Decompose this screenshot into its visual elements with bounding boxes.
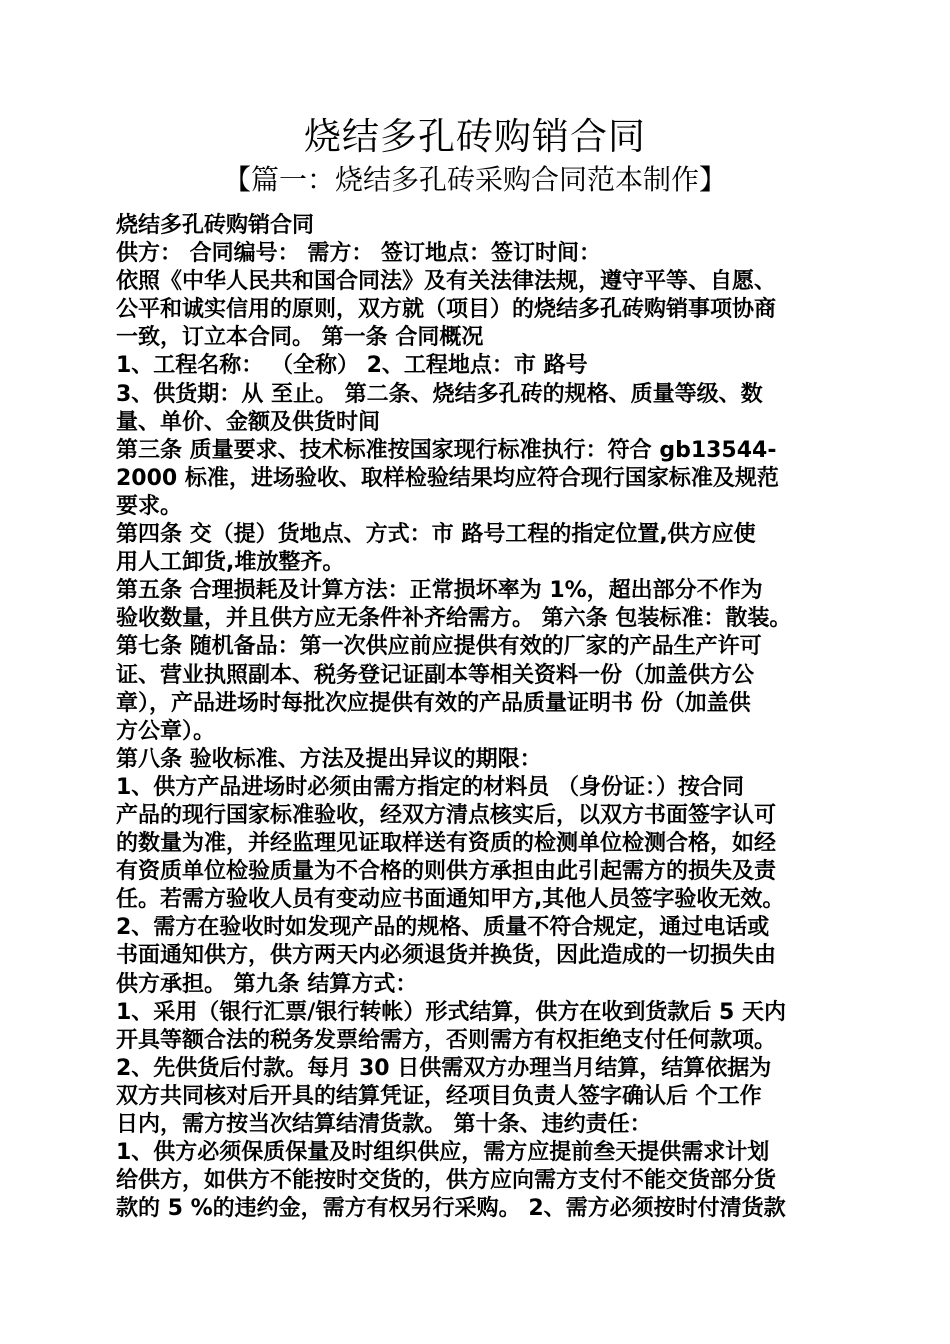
document-line: 量、单价、金额及供货时间 xyxy=(116,409,381,435)
document-line: 第八条 验收标准、方法及提出异议的期限： xyxy=(116,746,542,772)
document-title: 烧结多孔砖购销合同 xyxy=(304,115,646,158)
document-line: 开具等额合法的税务发票给需方，否则需方有权拒绝支付任何款项。 xyxy=(116,1027,777,1053)
document-line: 方公章）。 xyxy=(116,718,216,744)
document-line: 的数量为准，并经监理见证取样送有资质的检测单位检测合格，如经 xyxy=(116,831,777,857)
document-line: 双方共同核对后开具的结算凭证，经项目负责人签字确认后 个工作 xyxy=(116,1083,762,1109)
document-line: 一致，订立本合同。 第一条 合同概况 xyxy=(116,325,484,351)
document-line: 有资质单位检验质量为不合格的则供方承担由此引起需方的损失及责 xyxy=(116,859,777,885)
document-body xyxy=(116,212,842,1223)
document-line: 1、工程名称： （全称） 2、工程地点：市 路号 xyxy=(116,353,588,379)
document-line: 验收数量，并且供方应无条件补齐给需方。 第六条 包装标准：散装。 xyxy=(116,606,792,632)
document-line: 供方承担。 第九条 结算方式： xyxy=(116,971,418,997)
document-line: 章），产品进场时每批次应提供有效的产品质量证明书 份（加盖供 xyxy=(116,690,751,716)
document-line: 任。若需方验收人员有变动应书面通知甲方,其他人员签字验收无效。 xyxy=(116,887,785,913)
document-line: 1、供方产品进场时必须由需方指定的材料员 （身份证：）按合同 xyxy=(116,774,744,800)
document-line: 第三条 质量要求、技术标准按国家现行标准执行：符合 gb13544- xyxy=(116,437,777,463)
document-line: 书面通知供方，供方两天内必须退货并换货，因此造成的一切损失由 xyxy=(116,943,777,969)
document-line: 1、供方必须保质保量及时组织供应，需方应提前叁天提供需求计划 xyxy=(116,1140,770,1166)
document-line: 产品的现行国家标准验收，经双方清点核实后，以双方书面签字认可 xyxy=(116,802,777,828)
document-line: 日内，需方按当次结算结清货款。 第十条、违约责任： xyxy=(116,1112,652,1137)
document-line: 3、供货期：从 至止。 第二条、烧结多孔砖的规格、质量等级、数 xyxy=(116,381,763,407)
document-line: 2、需方在验收时如发现产品的规格、质量不符合规定，通过电话或 xyxy=(116,915,770,941)
document-line: 2、先供货后付款。每月 30 日供需双方办理当月结算，结算依据为 xyxy=(116,1055,772,1081)
document-line: 用人工卸货,堆放整齐。 xyxy=(116,550,345,576)
document-line: 依照《中华人民共和国合同法》及有关法律法规，遵守平等、自愿、 xyxy=(116,269,777,295)
document-line: 供方： 合同编号： 需方： 签订地点：签订时间： xyxy=(116,241,601,267)
document-subtitle: 【篇一：烧结多孔砖采购合同范本制作】 xyxy=(222,163,727,196)
document-line: 证、营业执照副本、税务登记证副本等相关资料一份（加盖供方公 xyxy=(116,662,755,688)
document-line: 2000 标准，进场验收、取样检验结果均应符合现行国家标准及规范 xyxy=(116,465,779,491)
document-line: 1、采用（银行汇票/银行转帐）形式结算，供方在收到货款后 5 天内 xyxy=(116,999,786,1025)
document-line: 款的 5 %的违约金，需方有权另行采购。 2、需方必须按时付清货款 xyxy=(116,1196,786,1222)
document-line: 公平和诚实信用的原则，双方就（项目）的烧结多孔砖购销事项协商 xyxy=(116,297,777,323)
document-line: 第五条 合理损耗及计算方法：正常损坏率为 1%，超出部分不作为 xyxy=(116,578,763,604)
document-line: 第七条 随机备品：第一次供应前应提供有效的厂家的产品生产许可 xyxy=(116,634,762,660)
document-line: 烧结多孔砖购销合同 xyxy=(116,213,315,238)
document-line: 要求。 xyxy=(116,493,183,519)
document-line: 第四条 交（提）货地点、方式：市 路号工程的指定位置,供方应使 xyxy=(116,522,756,548)
document-line: 给供方，如供方不能按时交货的，供方应向需方支付不能交货部分货 xyxy=(116,1168,777,1194)
